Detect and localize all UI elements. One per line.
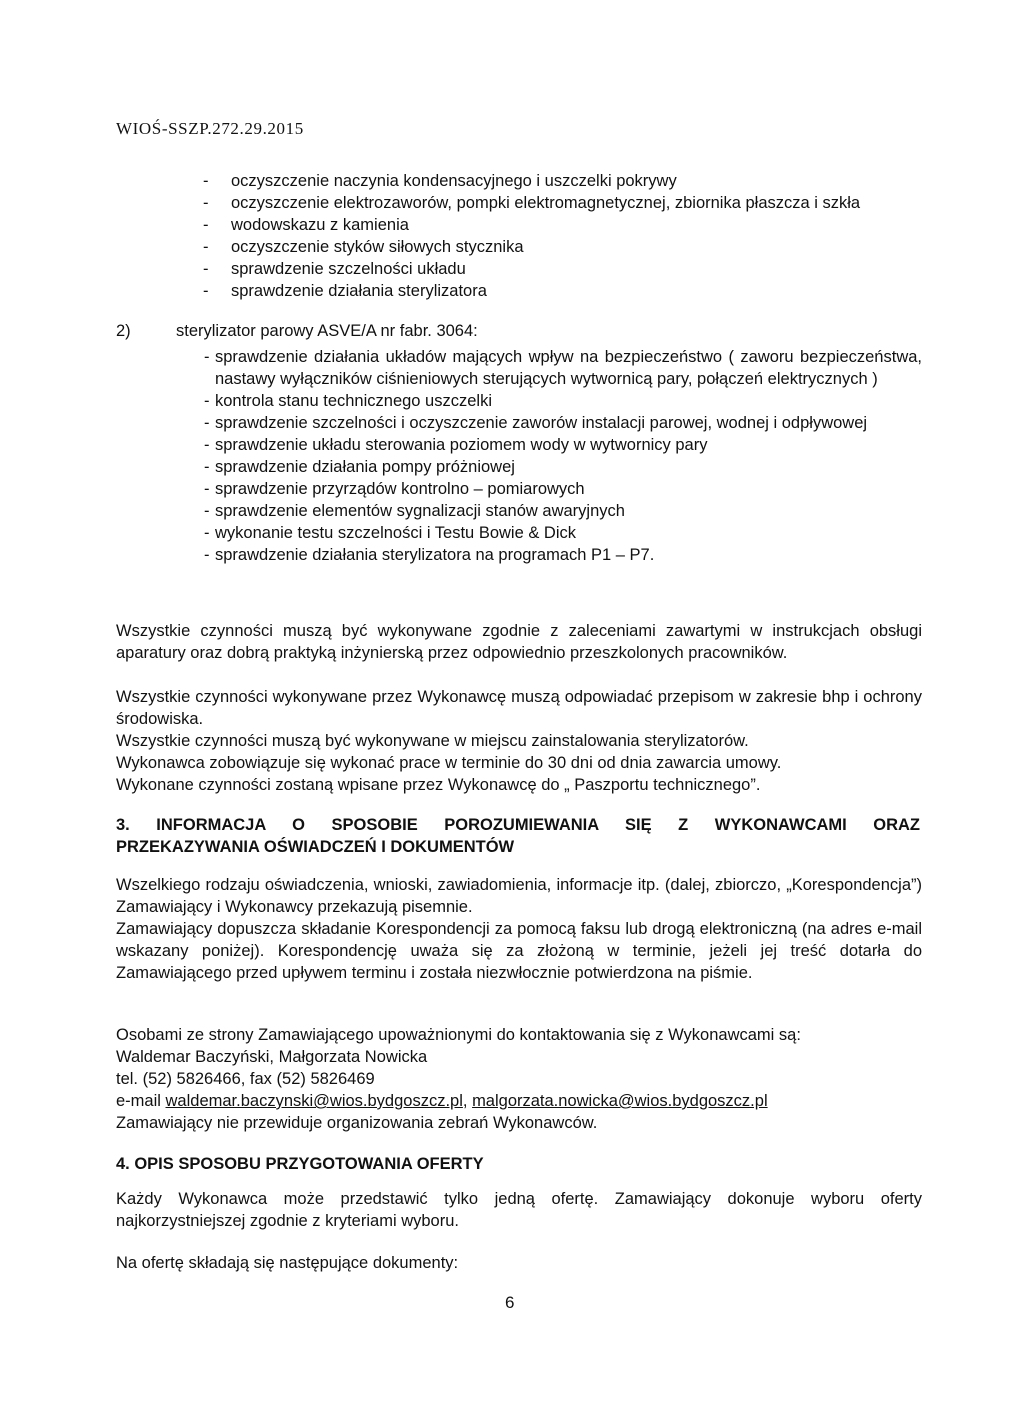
list-item: - sprawdzenie działania sterylizatora (203, 282, 487, 300)
paragraph-requirements: Wszystkie czynności muszą być wykonywane zgodnie z zaleceniami zawartymi w instrukcjach obsługi aparatury oraz dobrą praktyką inżynierską przez odpowiednio przeszkolonych pracowników. (116, 622, 922, 662)
bullet-dash: - (204, 436, 210, 454)
contacts-intro: Osobami ze strony Zamawiającego upoważnionymi do kontaktowania się z Wykonawcami są: (116, 1026, 801, 1044)
bullet-dash: - (203, 260, 209, 278)
list-item: - oczyszczenie naczynia kondensacyjnego i uszczelki pokrywy (203, 172, 677, 190)
page-number: 6 (505, 1293, 515, 1312)
list-item: - sprawdzenie działania układów mających wpływ na bezpieczeństwo ( zaworu bezpieczeństwa, nastawy wyłączników ciśnieniowych sterujących wytwornicą pary, połączeń elektrycznych ) (204, 348, 922, 388)
paragraph-deadline: Wykonawca zobowiązuje się wykonać prace w terminie do 30 dni od dnia zawarcia umowy. (116, 754, 782, 772)
list-item: - sprawdzenie działania pompy próżniowej (204, 458, 515, 476)
bullet-dash: - (204, 524, 210, 542)
list-item: - sprawdzenie działania sterylizatora na programach P1 – P7. (204, 546, 655, 564)
list-item: - sprawdzenie przyrządów kontrolno – pomiarowych (204, 480, 585, 498)
paragraph-location: Wszystkie czynności muszą być wykonywane w miejscu zainstalowania sterylizatorów. (116, 732, 749, 750)
maintenance-list-2 (204, 346, 922, 566)
list-item: - sprawdzenie układu sterowania poziomem wody w wytwornicy pary (204, 436, 708, 454)
paragraph-fax-email: Zamawiający dopuszcza składanie Korespondencji za pomocą faksu lub drogą elektroniczną (na adres e-mail wskazany poniżej). Korespondencję uważa się za złożoną w terminie, jeżeli jej treść dotarła do Zamawiającego przed upływem terminu i została niezwłocznie potwierdzona na piśmie. (116, 920, 922, 982)
list-item: - kontrola stanu technicznego uszczelki (204, 392, 492, 410)
bullet-dash: - (203, 238, 209, 256)
heading-4: 4. OPIS SPOSOBU PRZYGOTOWANIA OFERTY (116, 1155, 484, 1173)
bullet-dash: - (204, 458, 210, 476)
bullet-dash: - (204, 392, 210, 410)
paragraph-correspondence: Wszelkiego rodzaju oświadczenia, wnioski, zawiadomienia, informacje itp. (dalej, zbiorczo, „Korespondencja”) Zamawiający i Wykonawcy przekazują pisemnie. (116, 876, 922, 916)
list-item: - sprawdzenie szczelności układu (203, 260, 466, 278)
paragraph-documents: Na ofertę składają się następujące dokumenty: (116, 1254, 459, 1272)
bullet-dash: - (204, 348, 210, 366)
bullet-dash: - (204, 480, 210, 498)
list-item: - wykonanie testu szczelności i Testu Bowie & Dick (204, 524, 577, 542)
paragraph-passport: Wykonane czynności zostaną wpisane przez Wykonawcę do „ Paszportu technicznego”. (116, 776, 761, 794)
list-item: - oczyszczenie styków siłowych stycznika (203, 238, 524, 256)
contacts-note: Zamawiający nie przewiduje organizowania zebrań Wykonawców. (116, 1114, 598, 1132)
email-link-nowicka[interactable]: malgorzata.nowicka@wios.bydgoszcz.pl (472, 1092, 768, 1110)
bullet-dash: - (203, 282, 209, 300)
contacts-email-line: e-mail waldemar.baczynski@wios.bydgoszcz.pl, malgorzata.nowicka@wios.bydgoszcz.pl (116, 1092, 768, 1110)
bullet-dash: - (204, 546, 210, 564)
maintenance-list-1 (203, 170, 923, 302)
heading-3-line-2: PRZEKAZYWANIA OŚWIADCZEŃ I DOKUMENTÓW (116, 838, 515, 856)
section-number: 2) (116, 322, 131, 340)
section-title: sterylizator parowy ASVE/A nr fabr. 3064: (176, 322, 478, 340)
bullet-dash: - (203, 194, 209, 212)
list-item: - wodowskazu z kamienia (203, 216, 409, 234)
list-item: - sprawdzenie elementów sygnalizacji stanów awaryjnych (204, 502, 625, 520)
list-item: - sprawdzenie szczelności i oczyszczenie zaworów instalacji parowej, wodnej i odpływowej (204, 414, 868, 432)
bullet-dash: - (203, 216, 209, 234)
heading-3-line-1: 3. INFORMACJA O SPOSOBIE POROZUMIEWANIA SIĘ Z WYKONAWCAMI ORAZ (116, 816, 920, 834)
bullet-dash: - (203, 172, 209, 190)
paragraph-single-offer: Każdy Wykonawca może przedstawić tylko jedną ofertę. Zamawiający dokonuje wyboru oferty najkorzystniejszej zgodnie z kryteriami wyboru. (116, 1190, 922, 1230)
contacts-names: Waldemar Baczyński, Małgorzata Nowicka (116, 1048, 428, 1066)
list-item: - oczyszczenie elektrozaworów, pompki elektromagnetycznej, zbiornika płaszcza i szkła (203, 194, 861, 212)
email-link-baczynski[interactable]: waldemar.baczynski@wios.bydgoszcz.pl (165, 1092, 463, 1110)
paragraph-bhp: Wszystkie czynności wykonywane przez Wykonawcę muszą odpowiadać przepisom w zakresie bhp i ochrony środowiska. (116, 688, 922, 728)
bullet-dash: - (204, 414, 210, 432)
contacts-phone: tel. (52) 5826466, fax (52) 5826469 (116, 1070, 375, 1088)
document-reference: WIOŚ-SSZP.272.29.2015 (116, 119, 304, 138)
bullet-dash: - (204, 502, 210, 520)
